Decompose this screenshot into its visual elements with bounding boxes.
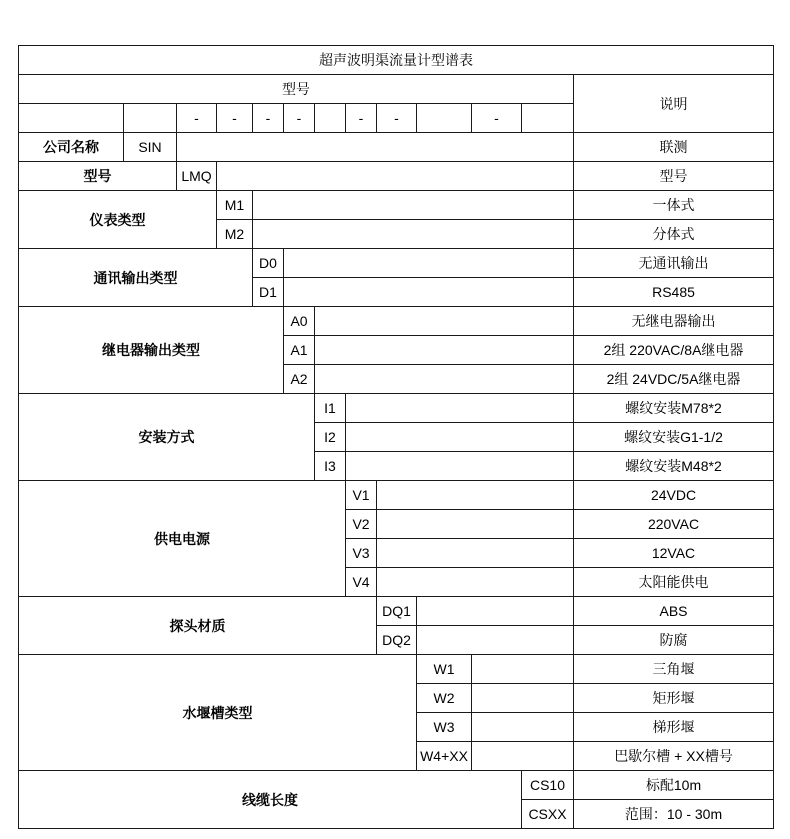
row-label-power-supply: 供电电源 xyxy=(19,481,346,597)
code-cell-w1: W1 xyxy=(417,655,472,684)
spacer-cell xyxy=(377,510,574,539)
row-label-company: 公司名称 xyxy=(19,133,124,162)
spacer-cell xyxy=(377,568,574,597)
desc-cell-dq1: ABS xyxy=(574,597,774,626)
desc-cell-company: 联测 xyxy=(574,133,774,162)
code-cell-a0: A0 xyxy=(284,307,315,336)
row-label-model: 型号 xyxy=(19,162,177,191)
page-title: 超声波明渠流量计型谱表 xyxy=(19,46,774,75)
desc-cell-dq2: 防腐 xyxy=(574,626,774,655)
code-cell-i2: I2 xyxy=(315,423,346,452)
dash-cell-0 xyxy=(19,104,124,133)
code-cell-a1: A1 xyxy=(284,336,315,365)
header-desc-label: 说明 xyxy=(574,75,774,133)
table-header-row xyxy=(19,75,774,104)
spacer-cell xyxy=(417,597,574,626)
model-spec-table xyxy=(18,45,774,829)
table-title-row xyxy=(19,46,774,75)
spacer-cell xyxy=(377,539,574,568)
table-row xyxy=(19,191,774,220)
spacer-cell xyxy=(346,423,574,452)
spacer-cell xyxy=(346,452,574,481)
code-cell-m2: M2 xyxy=(217,220,253,249)
desc-cell-v3: 12VAC xyxy=(574,539,774,568)
table-row xyxy=(19,249,774,278)
desc-cell-cs10: 标配10m xyxy=(574,771,774,800)
row-label-instrument-type: 仪表类型 xyxy=(19,191,217,249)
desc-cell-a0: 无继电器输出 xyxy=(574,307,774,336)
code-cell-sin: SIN xyxy=(124,133,177,162)
desc-cell-m1: 一体式 xyxy=(574,191,774,220)
code-cell-w2: W2 xyxy=(417,684,472,713)
code-cell-d1: D1 xyxy=(253,278,284,307)
table-row xyxy=(19,162,774,191)
dash-cell-8: - xyxy=(377,104,417,133)
spacer-cell xyxy=(472,742,574,771)
spacer-cell xyxy=(253,191,574,220)
code-cell-a2: A2 xyxy=(284,365,315,394)
desc-cell-d0: 无通讯输出 xyxy=(574,249,774,278)
table-row xyxy=(19,394,774,423)
table-row xyxy=(19,771,774,800)
spacer-cell xyxy=(315,307,574,336)
code-cell-w4xx: W4+XX xyxy=(417,742,472,771)
spacer-cell xyxy=(177,133,574,162)
desc-cell-w2: 矩形堰 xyxy=(574,684,774,713)
code-cell-dq2: DQ2 xyxy=(377,626,417,655)
table-row xyxy=(19,133,774,162)
code-cell-v4: V4 xyxy=(346,568,377,597)
spacer-cell xyxy=(472,713,574,742)
dash-cell-4: - xyxy=(253,104,284,133)
dash-cell-3: - xyxy=(217,104,253,133)
code-cell-i3: I3 xyxy=(315,452,346,481)
spacer-cell xyxy=(472,684,574,713)
table-row xyxy=(19,655,774,684)
table-row xyxy=(19,481,774,510)
spacer-cell xyxy=(315,336,574,365)
desc-cell-i2: 螺纹安装G1-1/2 xyxy=(574,423,774,452)
dash-cell-2: - xyxy=(177,104,217,133)
dash-cell-1 xyxy=(124,104,177,133)
table-row xyxy=(19,597,774,626)
code-cell-csxx: CSXX xyxy=(522,800,574,829)
desc-cell-w1: 三角堰 xyxy=(574,655,774,684)
code-cell-lmq: LMQ xyxy=(177,162,217,191)
row-label-relay-output: 继电器输出类型 xyxy=(19,307,284,394)
desc-cell-i3: 螺纹安装M48*2 xyxy=(574,452,774,481)
code-cell-d0: D0 xyxy=(253,249,284,278)
desc-cell-csxx: 范围：10 - 30m xyxy=(574,800,774,829)
dash-cell-11 xyxy=(522,104,574,133)
dash-cell-9 xyxy=(417,104,472,133)
code-cell-cs10: CS10 xyxy=(522,771,574,800)
dash-cell-10: - xyxy=(472,104,522,133)
code-cell-w3: W3 xyxy=(417,713,472,742)
desc-cell-model: 型号 xyxy=(574,162,774,191)
spacer-cell xyxy=(346,394,574,423)
desc-cell-v1: 24VDC xyxy=(574,481,774,510)
code-cell-v2: V2 xyxy=(346,510,377,539)
code-cell-i1: I1 xyxy=(315,394,346,423)
spacer-cell xyxy=(315,365,574,394)
spacer-cell xyxy=(377,481,574,510)
row-label-comm-output: 通讯输出类型 xyxy=(19,249,253,307)
code-cell-m1: M1 xyxy=(217,191,253,220)
table-row xyxy=(19,307,774,336)
spacer-cell xyxy=(253,220,574,249)
spacer-cell xyxy=(472,655,574,684)
desc-cell-w4xx: 巴歇尔槽 + XX槽号 xyxy=(574,742,774,771)
dash-cell-7: - xyxy=(346,104,377,133)
desc-cell-a1: 2组 220VAC/8A继电器 xyxy=(574,336,774,365)
spacer-cell xyxy=(284,249,574,278)
row-label-weir-type: 水堰槽类型 xyxy=(19,655,417,771)
desc-cell-a2: 2组 24VDC/5A继电器 xyxy=(574,365,774,394)
code-cell-v1: V1 xyxy=(346,481,377,510)
dash-cell-6 xyxy=(315,104,346,133)
desc-cell-w3: 梯形堰 xyxy=(574,713,774,742)
desc-cell-v2: 220VAC xyxy=(574,510,774,539)
row-label-probe-material: 探头材质 xyxy=(19,597,377,655)
spacer-cell xyxy=(417,626,574,655)
row-label-installation: 安装方式 xyxy=(19,394,315,481)
desc-cell-m2: 分体式 xyxy=(574,220,774,249)
code-cell-v3: V3 xyxy=(346,539,377,568)
desc-cell-i1: 螺纹安装M78*2 xyxy=(574,394,774,423)
desc-cell-v4: 太阳能供电 xyxy=(574,568,774,597)
dash-cell-5: - xyxy=(284,104,315,133)
row-label-cable-length: 线缆长度 xyxy=(19,771,522,829)
desc-cell-d1: RS485 xyxy=(574,278,774,307)
code-cell-dq1: DQ1 xyxy=(377,597,417,626)
header-model-label: 型号 xyxy=(19,75,574,104)
spacer-cell xyxy=(217,162,574,191)
spacer-cell xyxy=(284,278,574,307)
